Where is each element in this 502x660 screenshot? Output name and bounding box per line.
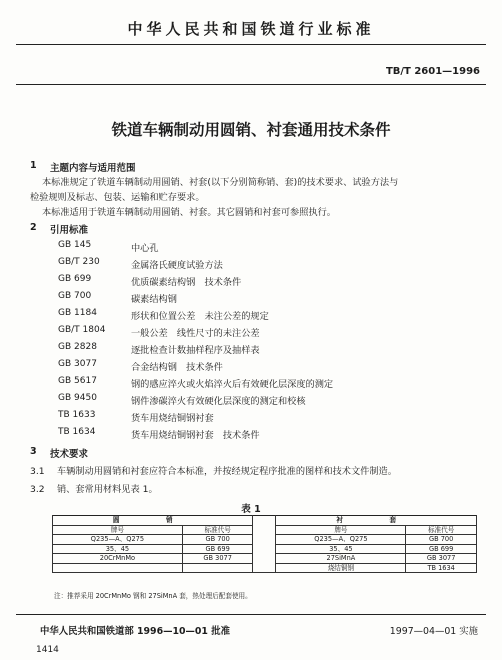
bushing-grade-cell: 烧结铜钢 — [276, 563, 406, 573]
reference-code: GB 700 — [58, 291, 92, 301]
clause-3-1-number: 3.1 — [30, 466, 45, 477]
table-column-spacer — [253, 516, 276, 573]
reference-title: 货车用烧结铜钢衬套 技术条件 — [131, 430, 260, 441]
section-1-paragraph-2: 本标准适用于铁道车辆制动用圆销、衬套。其它圆销和衬套可参照执行。 — [42, 207, 336, 218]
reference-title: 碳素结构钢 — [131, 294, 177, 305]
bushing-standard-cell: GB 699 — [406, 544, 477, 554]
section-1-number: 1 — [30, 160, 37, 171]
section-3-heading — [30, 446, 490, 460]
pin-standard-cell: GB 700 — [182, 535, 253, 545]
section-2-heading — [30, 222, 490, 236]
section-2-title: 引用标准 — [50, 225, 89, 236]
pin-grade-cell: 35、45 — [53, 544, 183, 554]
pin-standard-cell — [182, 563, 253, 573]
section-1-heading — [30, 160, 490, 174]
bushing-standard-cell: GB 700 — [406, 535, 477, 545]
reference-code: GB 2828 — [58, 342, 97, 352]
reference-code: TB 1633 — [58, 410, 96, 420]
section-1-paragraph-1-line-2: 检验规则及标志、包装、运输和贮存要求。 — [30, 192, 205, 203]
pin-grade-cell — [53, 563, 183, 573]
pin-standard-cell: GB 3077 — [182, 554, 253, 564]
table-note: 注：推荐采用 20CrMnMo 钢和 27SiMnA 套，热处理后配套使用。 — [54, 592, 252, 600]
reference-code: GB 1184 — [58, 308, 97, 318]
reference-code: TB 1634 — [58, 427, 96, 437]
clause-3-2-text: 销、套常用材料见表 1。 — [57, 484, 158, 495]
bushing-grade-cell: 27SiMnA — [276, 554, 406, 564]
footer-divider — [16, 614, 486, 615]
pin-grade-cell: 20CrMnMo — [53, 554, 183, 564]
reference-title: 合金结构钢 技术条件 — [131, 362, 223, 373]
reference-title: 钢件渗碳淬火有效硬化层深度的测定和校核 — [131, 396, 306, 407]
bushing-grade-cell: 35、45 — [276, 544, 406, 554]
pin-standard-cell: GB 699 — [182, 544, 253, 554]
bushing-standard-cell: TB 1634 — [406, 563, 477, 573]
reference-title: 金属洛氏硬度试验方法 — [131, 260, 223, 271]
reference-code: GB 699 — [58, 274, 92, 284]
reference-title: 钢的感应淬火或火焰淬火后有效硬化层深度的测定 — [131, 379, 334, 390]
reference-title: 逐批检查计数抽样程序及抽样表 — [131, 345, 260, 356]
group-header-pin: 圆 销 — [53, 516, 253, 526]
reference-title: 优质碳素结构钢 技术条件 — [131, 277, 242, 288]
header-divider — [16, 44, 486, 45]
column-header-pin-grade: 牌号 — [53, 525, 183, 535]
pin-grade-cell: Q235—A、Q275 — [53, 535, 183, 545]
table-group-header-row — [53, 516, 477, 526]
clause-3-2 — [30, 482, 490, 497]
reference-title: 货车用烧结铜钢衬套 — [131, 413, 214, 424]
section-1-paragraph-1-line-1: 本标准规定了铁道车辆制动用圆销、衬套(以下分别简称销、套)的技术要求、试验方法与 — [42, 177, 399, 188]
standard-number-divider — [16, 84, 486, 85]
reference-title: 形状和位置公差 未注公差的规定 — [131, 311, 269, 322]
reference-code: GB/T 1804 — [58, 325, 106, 335]
bushing-grade-cell: Q235—A、Q275 — [276, 535, 406, 545]
column-header-bushing-grade: 牌号 — [276, 525, 406, 535]
page-number: 1414 — [36, 645, 59, 655]
materials-table — [52, 515, 477, 573]
implementation-date: 1997—04—01 实施 — [389, 626, 478, 637]
standard-category-header: 中华人民共和国铁道行业标准 — [127, 20, 375, 38]
table-1-caption: 表 1 — [241, 504, 261, 515]
reference-code: GB/T 230 — [58, 257, 100, 267]
section-3-title: 技术要求 — [50, 449, 89, 460]
standard-number: TB/T 2601—1996 — [385, 66, 480, 77]
clause-3-1-text: 车辆制动用圆销和衬套应符合本标准，并按经规定程序批准的图样和技术文件制造。 — [57, 466, 397, 477]
column-header-pin-standard: 标准代号 — [182, 525, 253, 535]
clause-3-1 — [30, 464, 490, 479]
clause-3-2-number: 3.2 — [30, 484, 45, 495]
reference-title: 一般公差 线性尺寸的未注公差 — [131, 328, 260, 339]
group-header-bushing: 衬 套 — [276, 516, 477, 526]
column-header-bushing-standard: 标准代号 — [406, 525, 477, 535]
section-3-number: 3 — [30, 446, 37, 457]
bushing-standard-cell: GB 3077 — [406, 554, 477, 564]
reference-code: GB 9450 — [58, 393, 97, 403]
approval-line: 中华人民共和国铁道部 1996—10—01 批准 — [40, 626, 230, 637]
section-2-number: 2 — [30, 222, 37, 233]
reference-code: GB 3077 — [58, 359, 97, 369]
reference-code: GB 5617 — [58, 376, 97, 386]
document-title: 铁道车辆制动用圆销、衬套通用技术条件 — [111, 121, 391, 139]
reference-code: GB 145 — [58, 240, 92, 250]
reference-title: 中心孔 — [131, 243, 159, 254]
section-1-title: 主题内容与适用范围 — [50, 163, 136, 174]
